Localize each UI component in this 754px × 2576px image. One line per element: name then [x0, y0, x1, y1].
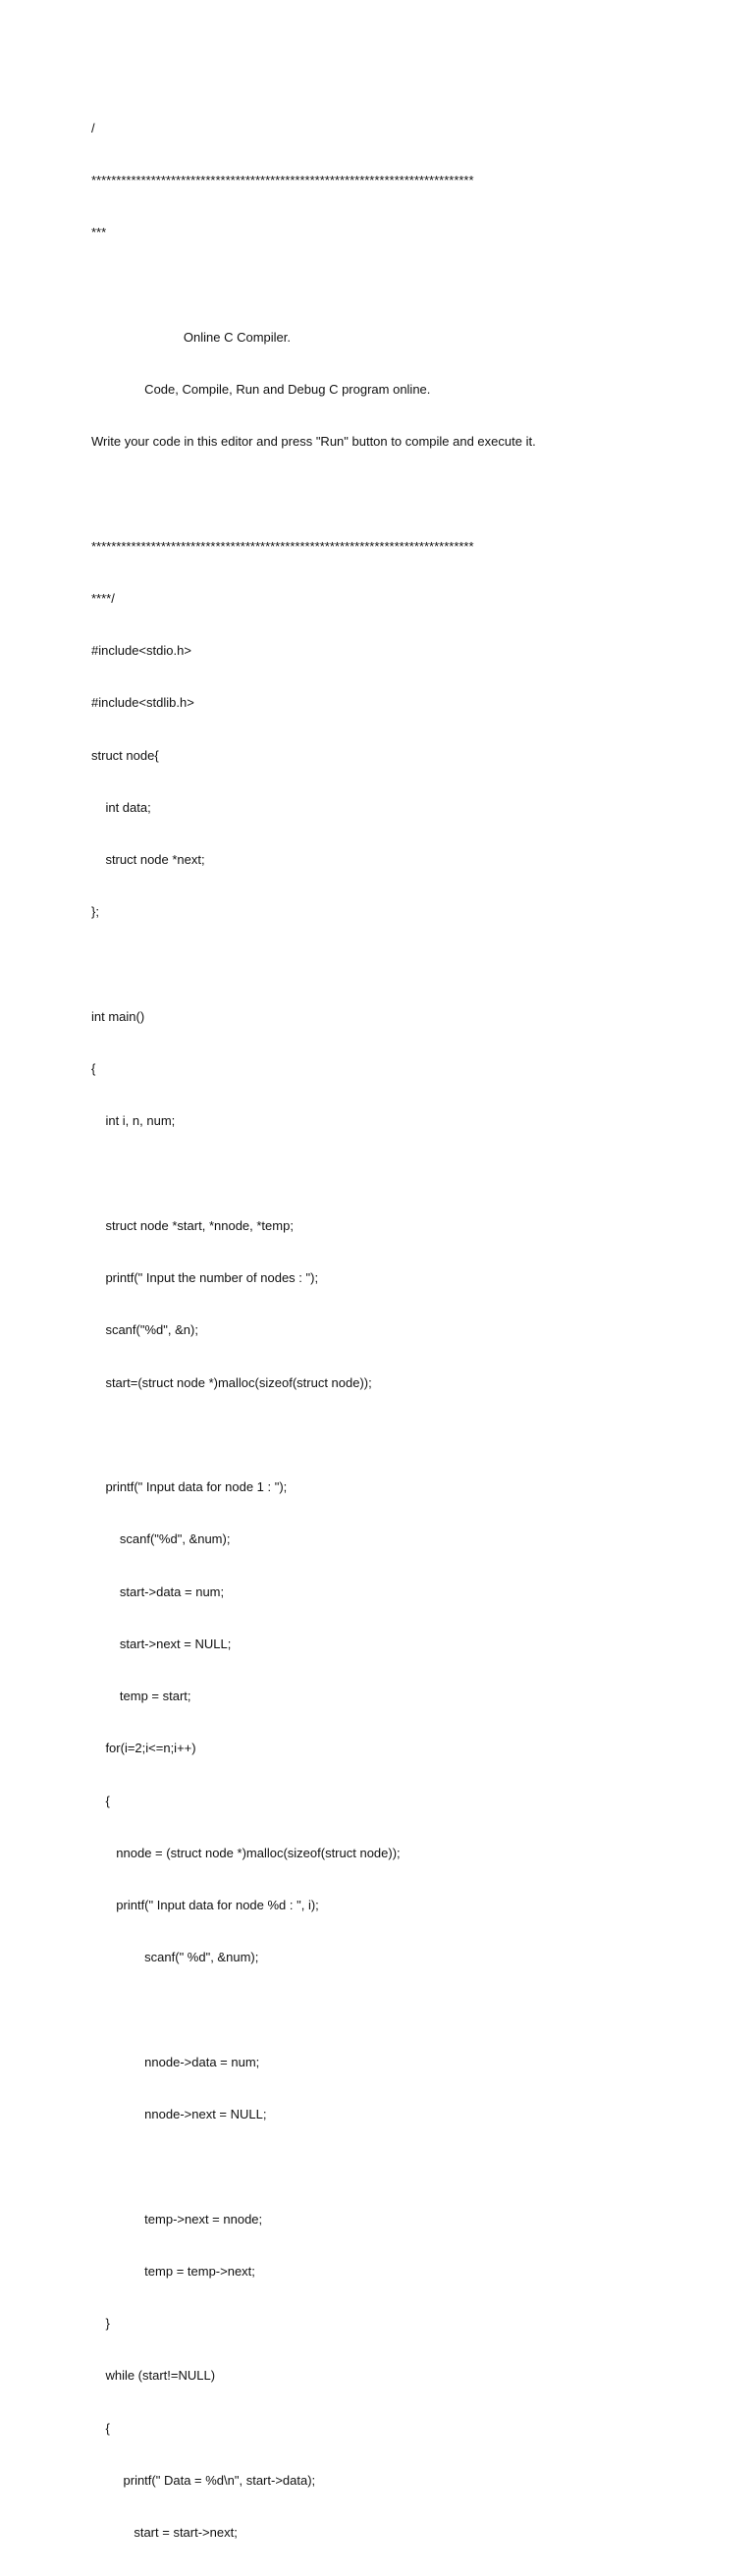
text-line: }: [91, 2316, 110, 2331]
text-line: temp = start;: [91, 1689, 191, 1703]
text-line: printf(" Data = %d\n", start->data);: [91, 2472, 316, 2488]
text-line: int i, n, num;: [91, 1113, 176, 1129]
text-line: int data;: [91, 799, 151, 815]
text-line: struct node *start, *nnode, *temp;: [91, 1217, 294, 1233]
text-line: nnode->next = NULL;: [91, 2107, 267, 2121]
text-line: printf(" Input data for node 1 : ");: [91, 1479, 288, 1494]
code-text: [91, 84, 680, 2576]
text-line: [91, 2002, 680, 2019]
text-line: temp = temp->next;: [91, 2263, 255, 2279]
text-line: {: [91, 2420, 110, 2436]
text-line: struct node *next;: [91, 852, 205, 867]
text-line: [91, 2158, 680, 2175]
text-line: temp->next = nnode;: [91, 2211, 263, 2227]
text-line: struct node{: [91, 747, 159, 763]
text-line: for(i=2;i<=n;i++): [91, 1741, 196, 1756]
text-line: printf(" Input the number of nodes : ");: [91, 1270, 319, 1285]
text-line: [91, 1165, 680, 1183]
text-line: while (start!=NULL): [91, 2368, 216, 2384]
text-line: printf(" Input data for node %d : ", i);: [91, 1898, 319, 1912]
text-line: scanf("%d", &num);: [91, 1531, 231, 1547]
text-line: *****************************************************************************: [91, 538, 474, 554]
text-line: Online C Compiler.: [91, 329, 292, 345]
text-line: scanf(" %d", &num);: [91, 1950, 259, 1965]
text-line: ****/: [91, 590, 115, 606]
text-line: start->data = num;: [91, 1583, 225, 1599]
text-line: [91, 956, 680, 974]
text-line: Code, Compile, Run and Debug C program online.: [91, 381, 431, 397]
text-line: start=(struct node *)malloc(sizeof(struct node));: [91, 1374, 372, 1390]
text-line: [91, 1426, 680, 1444]
text-line: Write your code in this editor and press "Run" button to compile and execute it.: [91, 434, 536, 449]
text-line: [91, 485, 680, 503]
text-line: scanf("%d", &n);: [91, 1322, 198, 1338]
text-line: nnode->data = num;: [91, 2054, 260, 2069]
text-line: /: [91, 120, 95, 135]
text-line: start = start->next;: [91, 2525, 238, 2540]
text-line: ***: [91, 225, 107, 240]
text-line: *****************************************************************************: [91, 172, 474, 188]
text-line: start->next = NULL;: [91, 1636, 232, 1651]
text-line: #include<stdlib.h>: [91, 695, 194, 711]
text-line: };: [91, 904, 99, 920]
text-line: nnode = (struct node *)malloc(sizeof(struct node));: [91, 1845, 401, 1860]
text-line: #include<stdio.h>: [91, 643, 191, 658]
text-line: int main(): [91, 1008, 145, 1024]
text-line: [91, 276, 680, 294]
text-line: {: [91, 1061, 96, 1076]
text-line: {: [91, 1793, 110, 1808]
